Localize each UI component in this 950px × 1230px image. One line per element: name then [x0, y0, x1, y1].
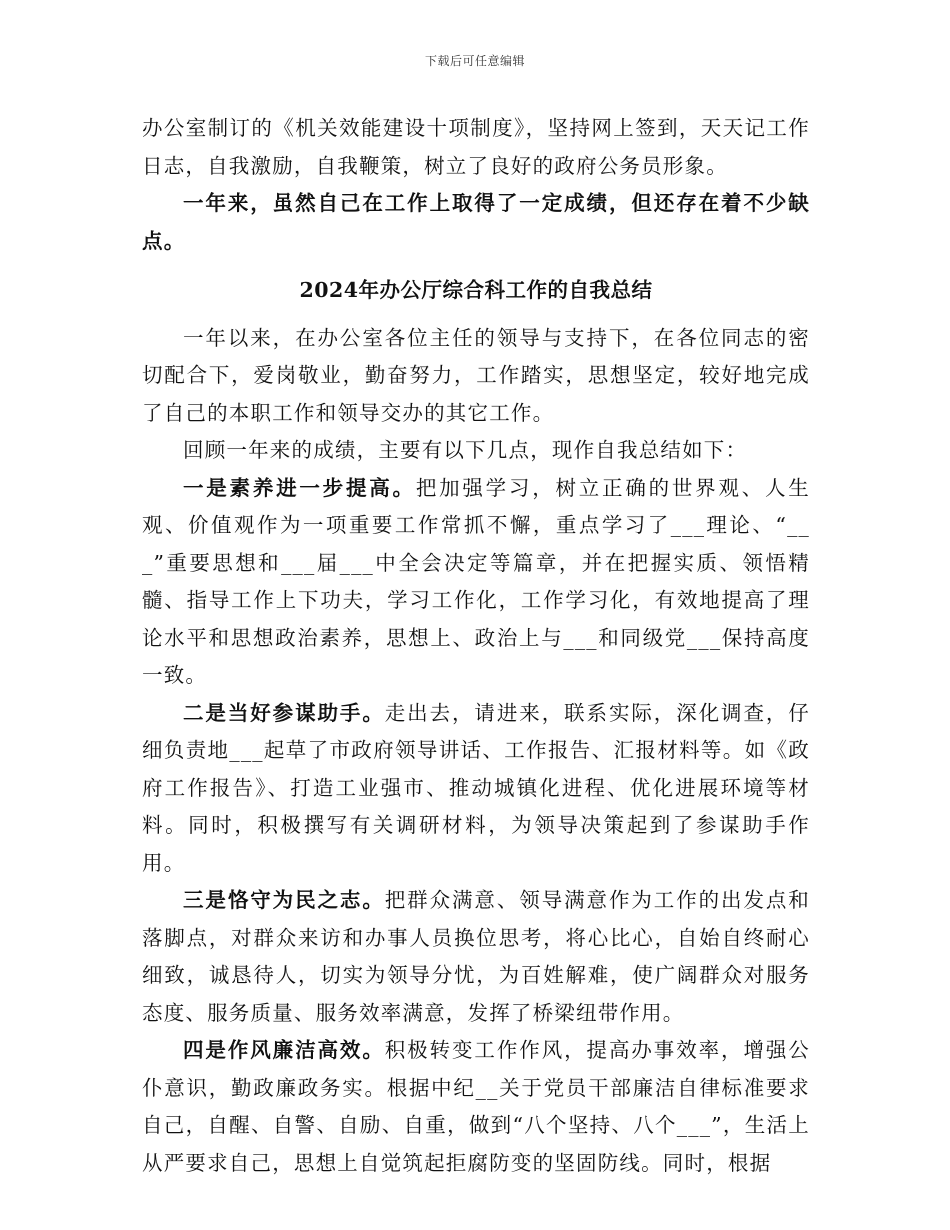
paragraph-point-3	[142, 882, 810, 1032]
point-2-text: 走出去，请进来，联系实际，深化调查，仔细负责地___起草了市政府领导讲话、工作报告、汇报材料等。如《政府工作报告》、打造工业强市、推动城镇化进程、优化进展环境等材料。同时，积极撰写有关调研材料，为领导决策起到了参谋助手作用。	[142, 700, 810, 875]
paragraph-continuation: 办公室制订的《机关效能建设十项制度》，坚持网上签到，天天记工作日志，自我激励，自我鞭策，树立了良好的政府公务员形象。	[142, 116, 810, 178]
document-title: 2024年办公厅综合科工作的自我总结	[299, 278, 653, 302]
point-3-text: 把群众满意、领导满意作为工作的出发点和落脚点，对群众来访和办事人员换位思考，将心比心，自始自终耐心细致，诚恳待人，切实为领导分忧，为百姓解难，使广阔群众对服务态度、服务质量、服务效率满意，发挥了桥梁纽带作用。	[142, 888, 810, 1025]
point-1-text: 把加强学习，树立正确的世界观、人生观、价值观作为一项重要工作常抓不懈，重点学习了___理论、“___”重要思想和___届___中全会决定等篇章，并在把握实质、领悟精髓、指导工作上下功夫，学习工作化，工作学习化，有效地提高了理论水平和思想政治素养，思想上、政治上与___和同级党___保持高度一致。	[142, 475, 810, 687]
point-1-lead: 一是素养进一步提高。	[183, 475, 416, 500]
paragraph-shortcomings: 一年来，虽然自己在工作上取得了一定成绩，但还存在着不少缺点。	[142, 191, 810, 253]
paragraph-point-4	[142, 1032, 810, 1182]
point-4-text: 积极转变工作作风，提高办事效率，增强公仆意识，勤政廉政务实。根据中纪__关于党员干部廉洁自律标准要求自己，自醒、自警、自励、自重，做到“八个坚持、八个___”，生活上从严要求自己，思想上自觉筑起拒腐防变的坚固防线。同时，根据	[142, 1038, 810, 1175]
document-body	[142, 110, 810, 1182]
paragraph-review: 回顾一年来的成绩，主要有以下几点，现作自我总结如下：	[183, 438, 748, 462]
point-4-lead: 四是作风廉洁高效。	[183, 1038, 385, 1062]
paragraph-intro: 一年以来，在办公室各位主任的领导与支持下，在各位同志的密切配合下，爱岗敬业，勤奋努力，工作踏实，思想坚定，较好地完成了自己的本职工作和领导交办的其它工作。	[142, 325, 810, 425]
paragraph-point-1	[142, 470, 810, 695]
page-header: 下载后可任意编辑	[424, 54, 525, 68]
point-2-lead: 二是当好参谋助手。	[183, 700, 385, 725]
paragraph-point-2	[142, 695, 810, 883]
point-3-lead: 三是恪守为民之志。	[183, 888, 385, 912]
